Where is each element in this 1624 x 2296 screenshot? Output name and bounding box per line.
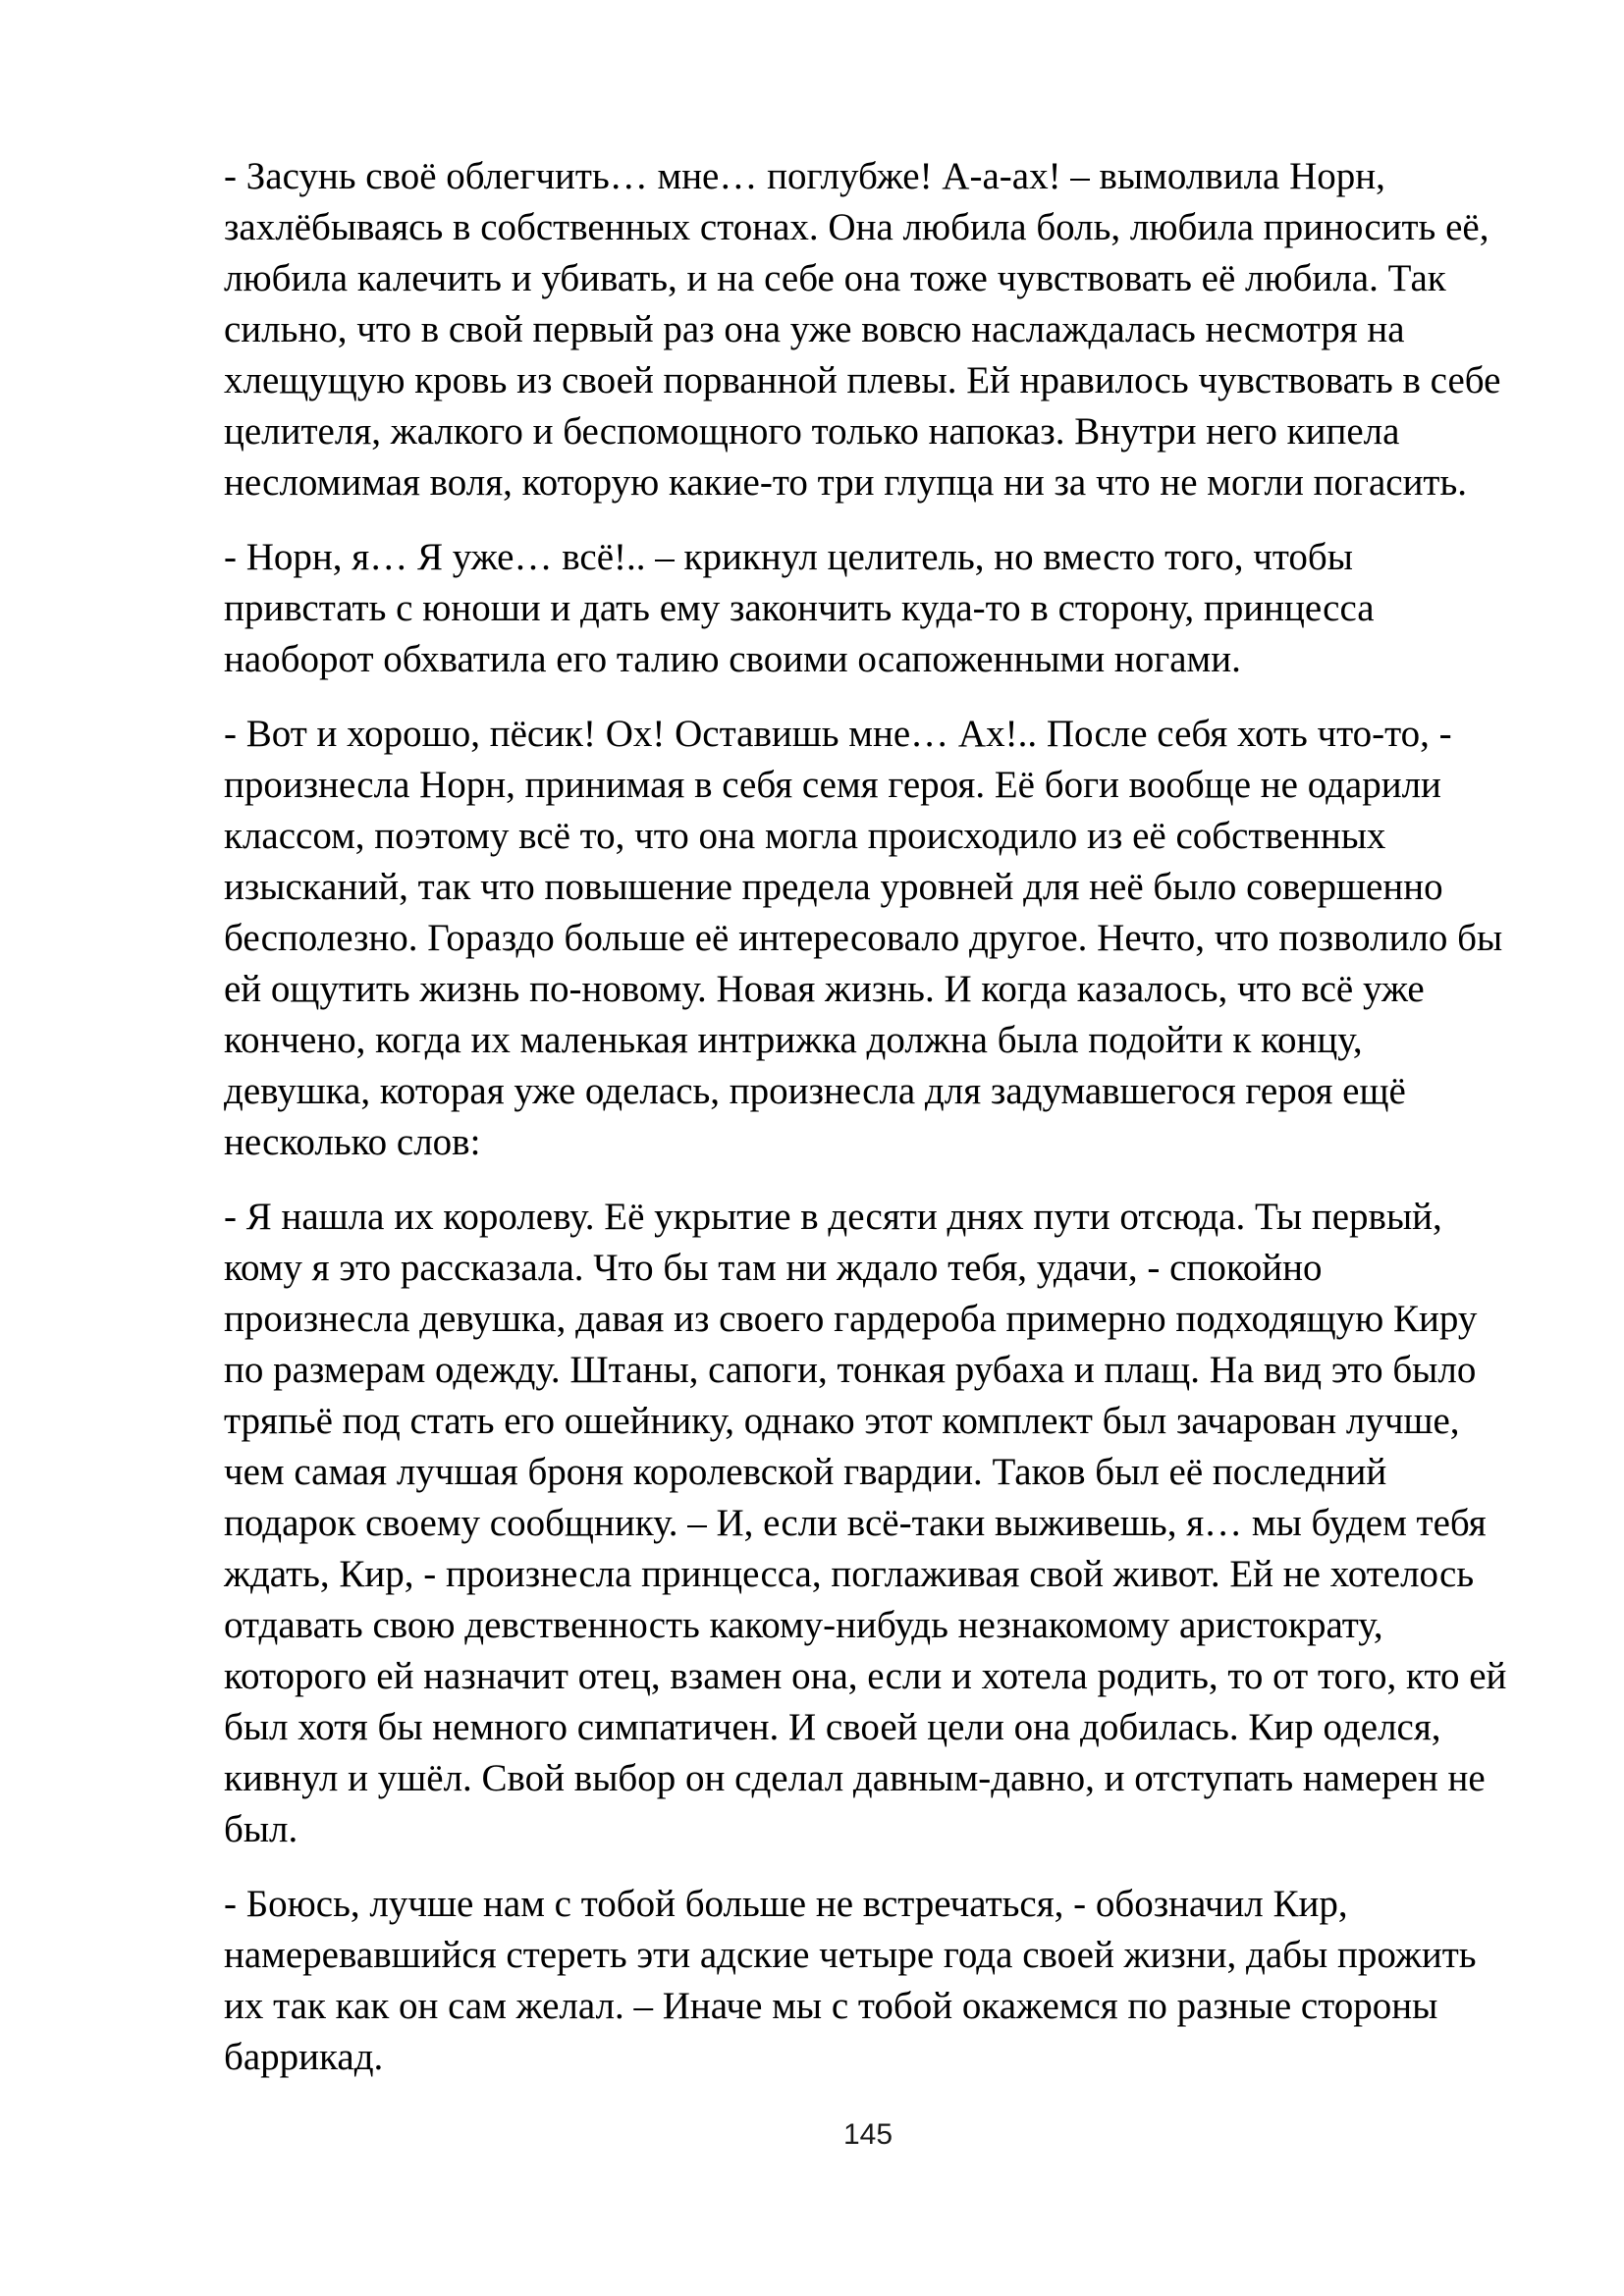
paragraph: - Засунь своё облегчить… мне… поглубже! А-а-ах! – вымолвила Норн, захлёбываясь в собственных стонах. Она любила боль, любила приносить её, любила калечить и убивать, и на себе она тоже чувствовать её любила. Так сильно, что в свой первый раз она уже вовсю наслаждалась несмотря на хлещущую кровь из своей порванной плевы. Ей нравилось чувствовать в себе целителя, жалкого и беспомощного только напоказ. Внутри него кипела несломимая воля, которую какие-то три глупца ни за что не могли погасить. — [224, 155, 1501, 504]
document-body — [224, 151, 1512, 2083]
paragraph: - Я нашла их королеву. Её укрытие в десяти днях пути отсюда. Ты первый, кому я это рассказала. Что бы там ни ждало тебя, удачи, - спокойно произнесла девушка, давая из своего гардероба примерно подходящую Киру по размерам одежду. Штаны, сапоги, тонкая рубаха и плащ. На вид это было тряпьё под стать его ошейнику, однако этот комплект был зачарован лучше, чем самая лучшая броня королевской гвардии. Таков был её последний подарок своему сообщнику. – И, если всё-таки выживешь, я… мы будем тебя ждать, Кир, - произнесла принцесса, поглаживая свой живот. Ей не хотелось отдавать свою девственность какому-нибудь незнакомому аристократу, которого ей назначит отец, взамен она, если и хотела родить, то от того, кто ей был хотя бы немного симпатичен. И своей цели она добилась. Кир оделся, кивнул и ушёл. Свой выбор он сделал давным-давно, и отступать намерен не был. — [224, 1196, 1507, 1850]
paragraph: - Вот и хорошо, пёсик! Ох! Оставишь мне… Ах!.. После себя хоть что-то, - произнесла Норн, принимая в себя семя героя. Её боги вообще не одарили классом, поэтому всё то, что она могла происходило из её собственных изысканий, так что повышение предела уровней для неё было совершенно бесполезно. Гораздо больше её интересовало другое. Нечто, что позволило бы ей ощутить жизнь по-новому. Новая жизнь. И когда казалось, что всё уже кончено, когда их маленькая интрижка должна была подойти к концу, девушка, которая уже оделась, произнесла для задумавшегося героя ещё несколько слов: — [224, 713, 1503, 1163]
page-number: 145 — [842, 2118, 893, 2151]
paragraph: - Боюсь, лучше нам с тобой больше не встречаться, - обозначил Кир, намеревавшийся стереть эти адские четыре года своей жизни, дабы прожить их так как он сам желал. – Иначе мы с тобой окажемся по разные стороны баррикад. — [224, 1883, 1477, 2078]
paragraph: - Норн, я… Я уже… всё!.. – крикнул целитель, но вместо того, чтобы привстать с юноши и дать ему закончить куда-то в сторону, принцесса наоборот обхватила его талию своими осапоженными ногами. — [224, 536, 1375, 680]
